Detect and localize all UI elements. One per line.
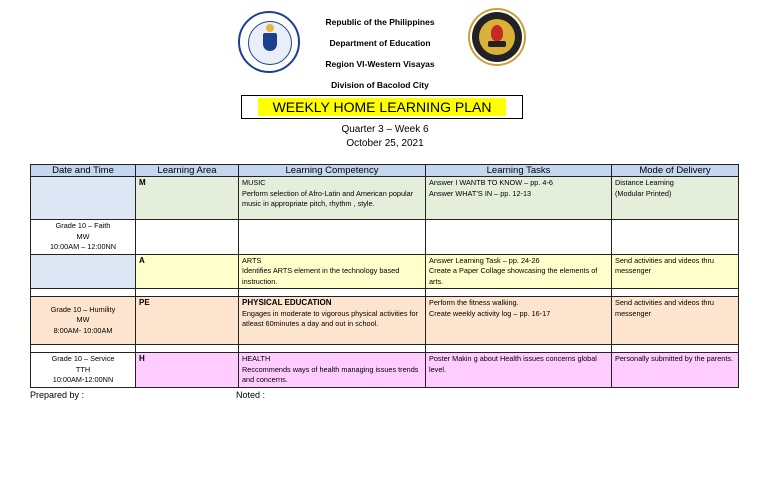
cell-date: [31, 345, 136, 353]
table-row: [31, 220, 739, 255]
cell-delivery: Personally submitted by the parents.: [612, 353, 739, 388]
header-department: Department of Education: [329, 38, 431, 48]
col-header-date: Date and Time: [31, 165, 136, 177]
plan-date: October 25, 2021: [346, 138, 424, 149]
cell-tasks: [426, 220, 612, 255]
cell-delivery: Distance Learning (Modular Printed): [612, 177, 739, 220]
cell-tasks: Answer I WANTB TO KNOW – pp. 4-6 Answer WHAT’S IN – pp. 12-13: [426, 177, 612, 220]
competency-title: PHYSICAL EDUCATION: [242, 298, 332, 307]
cell-area: M: [136, 177, 239, 220]
competency-text: Perform selection of Afro-Latin and American popular music in appropriate pitch, rhythm , style.: [242, 188, 414, 208]
cell-area: PE: [136, 297, 239, 345]
table-row: [31, 345, 739, 353]
competency-title: HEALTH: [242, 354, 271, 363]
header-region: Region VI-Western Visayas: [325, 59, 435, 69]
cell-date: Grade 10 – Humility MW 8:00AM- 10:00AM: [31, 297, 136, 345]
table-row: [31, 254, 739, 289]
cell-delivery: [612, 289, 739, 297]
competency-text: Engages in moderate to vigorous physical activities for atleast 60minutes a day and out in school.: [242, 308, 419, 328]
col-header-tasks: Learning Tasks: [426, 165, 612, 177]
cell-delivery: [612, 220, 739, 255]
cell-area: [136, 220, 239, 255]
competency-title: ARTS: [242, 255, 262, 265]
cell-tasks: Answer Learning Task – pp. 24-26 Create a Paper Collage showcasing the elements of arts.: [426, 254, 612, 289]
cell-competency: [239, 220, 426, 255]
cell-competency: [239, 254, 426, 289]
prepared-by-label: Prepared by :: [30, 390, 85, 400]
col-header-competency: Learning Competency: [239, 165, 426, 177]
cell-tasks: Poster Makin g about Health issues concerns global level.: [426, 353, 612, 388]
table-row: [31, 297, 739, 345]
cell-date: [31, 289, 136, 297]
cell-area: A: [136, 254, 239, 289]
table-row: [31, 177, 739, 220]
cell-date: [31, 254, 136, 289]
cell-date: Grade 10 – Faith MW 10:00AM – 12:00NN: [31, 220, 136, 255]
cell-competency: [239, 289, 426, 297]
cell-competency: [239, 297, 426, 345]
noted-label: Noted :: [236, 390, 266, 400]
learning-plan-table: [30, 164, 739, 388]
competency-title: MUSIC: [242, 178, 266, 187]
cell-area: [136, 289, 239, 297]
cell-competency: [239, 345, 426, 353]
plan-title-box: [241, 95, 523, 119]
cell-competency: [239, 177, 426, 220]
cell-date: [31, 177, 136, 220]
cell-delivery: [612, 345, 739, 353]
table-row: [31, 289, 739, 297]
page-title: WEEKLY HOME LEARNING PLAN: [258, 98, 506, 116]
header-division: Division of Bacolod City: [331, 80, 429, 90]
header-republic: Republic of the Philippines: [325, 17, 435, 27]
cell-area: [136, 345, 239, 353]
cell-tasks: [426, 345, 612, 353]
cell-tasks: Perform the fitness walking. Create weekly activity log – pp. 16-17: [426, 297, 612, 345]
cell-tasks: [426, 289, 612, 297]
competency-text: Reccommends ways of health managing issues trends and concerns.: [242, 364, 419, 384]
table-row: [31, 353, 739, 388]
competency-text: Identifies ARTS element in the technology based instruction.: [242, 266, 400, 286]
cell-delivery: Send activities and videos thru messenger: [612, 254, 739, 289]
col-header-area: Learning Area: [136, 165, 239, 177]
cell-delivery: Send activities and videos thru messenger: [612, 297, 739, 345]
quarter-week: Quarter 3 – Week 6: [341, 124, 429, 135]
cell-date: Grade 10 – Service TTH 10:00AM-12:00NN: [31, 353, 136, 388]
cell-area: H: [136, 353, 239, 388]
col-header-delivery: Mode of Delivery: [612, 165, 739, 177]
cell-competency: [239, 353, 426, 388]
